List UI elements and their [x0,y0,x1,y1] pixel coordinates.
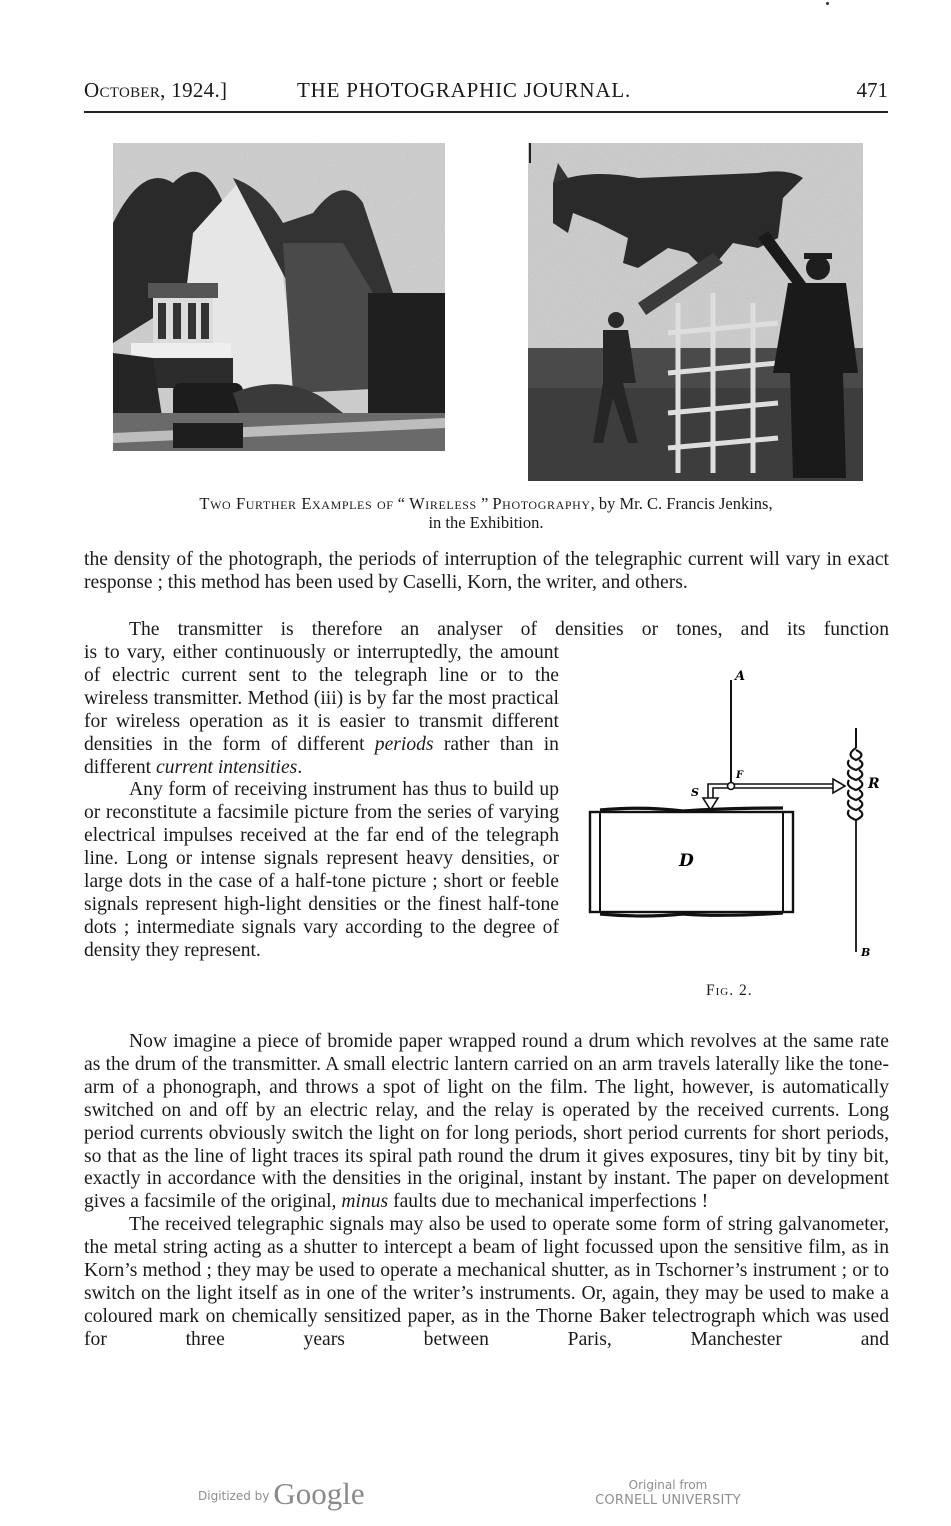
institution-name: CORNELL UNIVERSITY [595,1493,741,1508]
running-head [84,76,888,104]
original-source [588,1478,748,1508]
paragraph-2-lead [84,619,889,642]
arm-arrowhead [833,779,845,793]
paragraph-3: Any form of receiving instrument has thus to build up or reconstitute a facsimile picture from the series of varying electrical impulses received at the far end of the telegraph line. Long or intense signals represent heavy densities, or large dots in the case of a half-tone picture ; short or feeble signals represent high-light densities or the finest half-tone dots ; intermediate signals vary according to the degree of density they represent. [84,779,559,961]
photo-caption [84,494,888,532]
figure-caption: Fig. 2. [706,982,753,999]
paragraph-text: The transmitter is therefore an analyser of densities or tones, and its function [129,619,889,640]
paragraph-5: The received telegraphic signals may also be used to operate some form of string galvanometer, the metal string acting as a shutter to intercept a beam of light focussed upon the sensitive film, as in Korn’s method ; they may be used to operate a mechanical shutter, as in Tschorner’s instrument ; or to switch on the light itself as in one of the writer’s instruments. Or, again, they may be used to make a coloured mark on chemically sensitized paper, as in the Thorne Baker telectrograph which was used for three years between Paris, Manchester and [84,1214,889,1350]
google-logo: Google [273,1476,365,1511]
emphasis-periods: periods [374,733,434,755]
text-run: Now imagine a piece of bromide paper wrapped round a drum which revolves at the same rate as the drum of the transmitter. A small electric lantern carried on an arm travels laterally like the tone-arm of a phonograph, and throws a spot of light on the film. The light, however, is automatically switched on and off by an electric relay, and the relay is operated by the received currents. Long period currents obviously switch the light on for long periods, short period currents for short periods, so that as the line of light traces its spiral path round the drum it gives exposures, tiny bit by tiny bit, exactly in accordance with the densities in the original, instant by instant. The paper on development gives a facsimile of the original, [84,1031,889,1213]
header-rule [84,111,888,113]
digitized-by-label: Digitized by [198,1489,270,1503]
label-d: D [679,851,694,871]
caption-part: Two Further Examples of [199,494,394,513]
label-b: B [861,946,871,959]
paragraph-text: the density of the photograph, the periods of interruption of the telegraphic current will vary in exact response ; this method has been used by Caselli, Korn, the writer, and others. [84,549,889,593]
digitized-by-google [198,1476,365,1512]
paragraph-1 [84,549,889,595]
narrow-column [84,642,559,963]
journal-title: THE PHOTOGRAPHIC JOURNAL. [297,78,632,102]
text-run: faults due to mechanical imperfections ! [388,1191,709,1213]
issue-date: October, 1924.] [84,78,228,102]
paragraph-4 [84,1031,889,1214]
pivot-f [728,783,735,790]
original-from-label: Original from [628,1478,708,1492]
photo-house [113,143,445,451]
horse-photo-image [528,143,863,481]
caption-line-2: in the Exhibition. [428,513,544,532]
emphasis-minus: minus [341,1191,389,1213]
paragraph-2-body [84,642,559,779]
text-run: . [297,756,303,778]
photo-horse-jump [528,143,863,481]
caption-part: , by Mr. C. Francis Jenkins, [590,494,773,513]
page-number: 471 [856,78,888,102]
house-photo-image [113,143,445,451]
drum-diagram [583,660,883,975]
caption-part: ” [476,494,493,513]
scan-speck [826,2,829,5]
emphasis-current-intensities: current intensities [156,756,298,778]
text-run: is to vary, either continuously or interruptedly, the amount of electric current sent to the telegraph line or to the wireless transmitter. Method (iii) is by far the most practical for wireless operation as it is easier to transmit different densities in the form of different [84,642,559,755]
caption-part: “ [393,494,410,513]
caption-part: Wireless [409,494,477,513]
full-column-lower [84,1031,889,1352]
label-s: S [691,786,699,799]
resistance-coil [848,748,862,820]
figure-2 [583,660,883,1005]
text-run: rather than in different [84,733,559,778]
caption-part: Photography [492,494,591,513]
label-r: R [868,776,880,792]
label-f: F [736,770,744,781]
label-a: A [735,669,746,684]
